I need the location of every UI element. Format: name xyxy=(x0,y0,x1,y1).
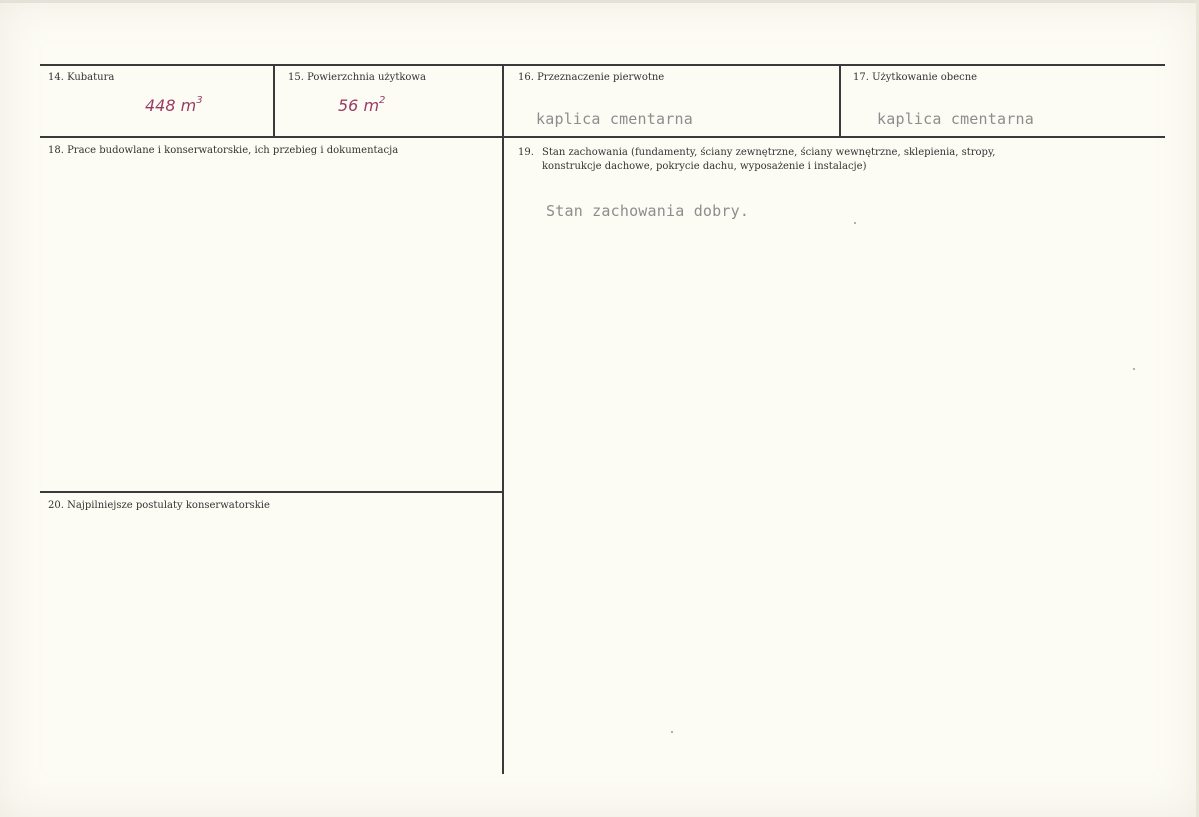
field-18-label: 18. Prace budowlane i konserwatorskie, ich przebieg i dokumentacja xyxy=(48,145,399,156)
field-19-label-line2: konstrukcje dachowe, pokrycie dachu, wyposażenie i instalacje) xyxy=(542,161,867,172)
field-14-unit: m xyxy=(180,96,197,115)
field-15-number: 56 xyxy=(338,96,359,115)
field-15-label: 15. Powierzchnia użytkowa xyxy=(288,72,426,83)
top-rule xyxy=(40,64,1165,66)
field-14-label: 14. Kubatura xyxy=(48,72,115,83)
header-bottom-rule xyxy=(40,136,1165,138)
field-17-label: 17. Użytkowanie obecne xyxy=(853,72,978,83)
scan-speck xyxy=(854,222,856,224)
field-15-unit-exponent: 2 xyxy=(379,94,386,106)
divider-15-16 xyxy=(502,64,504,774)
field-17-value: kaplica cmentarna xyxy=(877,110,1034,128)
field-14-value xyxy=(145,96,203,115)
field-19-value: Stan zachowania dobry. xyxy=(546,202,750,220)
field-15-unit: m xyxy=(363,96,380,115)
field-19-number: 19. xyxy=(518,147,534,158)
field-20-label: 20. Najpilniejsze postulaty konserwatorskie xyxy=(48,500,270,511)
scan-speck xyxy=(671,731,673,733)
field-16-value: kaplica cmentarna xyxy=(536,110,693,128)
field-14-unit-exponent: 3 xyxy=(196,94,203,106)
scan-edge-top xyxy=(0,0,1199,3)
scan-speck xyxy=(1133,368,1135,370)
divider-16-17 xyxy=(839,64,841,138)
section-18-20-divider xyxy=(40,491,502,493)
field-14-number: 448 xyxy=(145,96,176,115)
field-15-value xyxy=(338,96,385,115)
field-19-label-line1: Stan zachowania (fundamenty, ściany zewnętrzne, ściany wewnętrzne, sklepienia, stropy, xyxy=(542,147,996,158)
field-16-label: 16. Przeznaczenie pierwotne xyxy=(518,72,665,83)
divider-14-15 xyxy=(273,64,275,138)
